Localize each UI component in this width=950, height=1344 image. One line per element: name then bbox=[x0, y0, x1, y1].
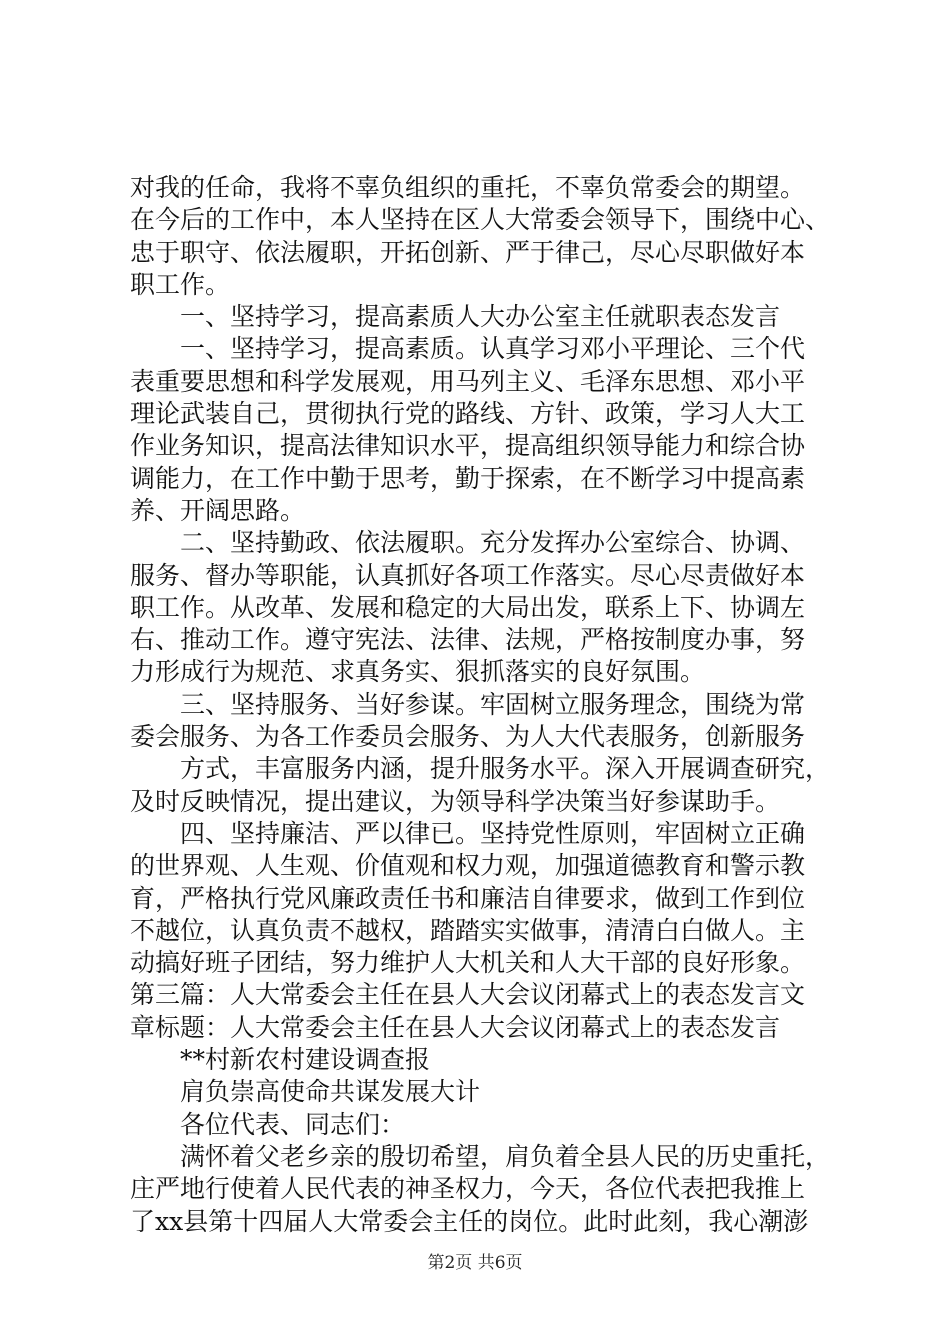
text-line: 满怀着父老乡亲的殷切希望，肩负着全县人民的历史重托， bbox=[180, 1141, 831, 1171]
text-line: 职工作。从改革、发展和稳定的大局出发，联系上下、协调左 bbox=[130, 592, 806, 622]
text-line: 在今后的工作中，本人坚持在区人大常委会领导下，围绕中心、 bbox=[130, 205, 831, 235]
text-line: 不越位，认真负责不越权，踏踏实实做事，清清白白做人。主 bbox=[130, 915, 806, 945]
text-line: 一、坚持学习，提高素质人大办公室主任就职表态发言 bbox=[180, 302, 781, 332]
text-line: 的世界观、人生观、价值观和权力观，加强道德教育和警示教 bbox=[130, 851, 806, 881]
text-line: 三、坚持服务、当好参谋。牢固树立服务理念，围绕为常 bbox=[180, 689, 806, 719]
text-line: 忠于职守、依法履职，开拓创新、严于律己，尽心尽职做好本 bbox=[130, 237, 806, 267]
text-line: 养、开阔思路。 bbox=[130, 495, 306, 525]
text-line: 章标题：人大常委会主任在县人大会议闭幕式上的表态发言 bbox=[130, 1012, 781, 1042]
text-line: 调能力，在工作中勤于思考，勤于探索，在不断学习中提高素 bbox=[130, 463, 806, 493]
text-line: 力形成行为规范、求真务实、狠抓落实的良好氛围。 bbox=[130, 657, 706, 687]
text-line: 肩负崇高使命共谋发展大计 bbox=[180, 1077, 481, 1107]
text-line: 职工作。 bbox=[130, 269, 231, 299]
text-line: 表重要思想和科学发展观，用马列主义、毛泽东思想、邓小平 bbox=[130, 366, 806, 396]
text-line: 二、坚持勤政、依法履职。充分发挥办公室综合、协调、 bbox=[180, 528, 806, 558]
text-line: 右、推动工作。遵守宪法、法律、法规，严格按制度办事，努 bbox=[130, 625, 806, 655]
text-line: 理论武装自己，贯彻执行党的路线、方针、政策，学习人大工 bbox=[130, 399, 806, 429]
text-line: 四、坚持廉洁、严以律已。坚持党性原则，牢固树立正确 bbox=[180, 818, 806, 848]
page-footer: 第2页 共6页 bbox=[427, 1253, 523, 1273]
text-line: 委会服务、为各工作委员会服务、为人大代表服务，创新服务 bbox=[130, 722, 806, 752]
text-line: 第三篇：人大常委会主任在县人大会议闭幕式上的表态发言文 bbox=[130, 980, 806, 1010]
text-line: 动搞好班子团结，努力维护人大机关和人大干部的良好形象。 bbox=[130, 948, 806, 978]
text-line: **村新农村建设调查报 bbox=[180, 1045, 431, 1075]
text-line: 服务、督办等职能，认真抓好各项工作落实。尽心尽责做好本 bbox=[130, 560, 806, 590]
text-line: 一、坚持学习，提高素质。认真学习邓小平理论、三个代 bbox=[180, 334, 806, 364]
text-line: 各位代表、同志们： bbox=[180, 1109, 406, 1139]
text-line: 了xx县第十四届人大常委会主任的岗位。此时此刻，我心潮澎 bbox=[130, 1206, 809, 1236]
text-line: 作业务知识，提高法律知识水平，提高组织领导能力和综合协 bbox=[130, 431, 806, 461]
text-line: 方式，丰富服务内涵，提升服务水平。深入开展调查研究， bbox=[180, 754, 831, 784]
text-line: 庄严地行使着人民代表的神圣权力，今天，各位代表把我推上 bbox=[130, 1174, 806, 1204]
document-body bbox=[130, 172, 830, 1238]
text-line: 及时反映情况，提出建议，为领导科学决策当好参谋助手。 bbox=[130, 786, 781, 816]
text-line: 育，严格执行党风廉政责任书和廉洁自律要求，做到工作到位 bbox=[130, 883, 806, 913]
text-line: 对我的任命，我将不辜负组织的重托，不辜负常委会的期望。 bbox=[130, 173, 806, 202]
